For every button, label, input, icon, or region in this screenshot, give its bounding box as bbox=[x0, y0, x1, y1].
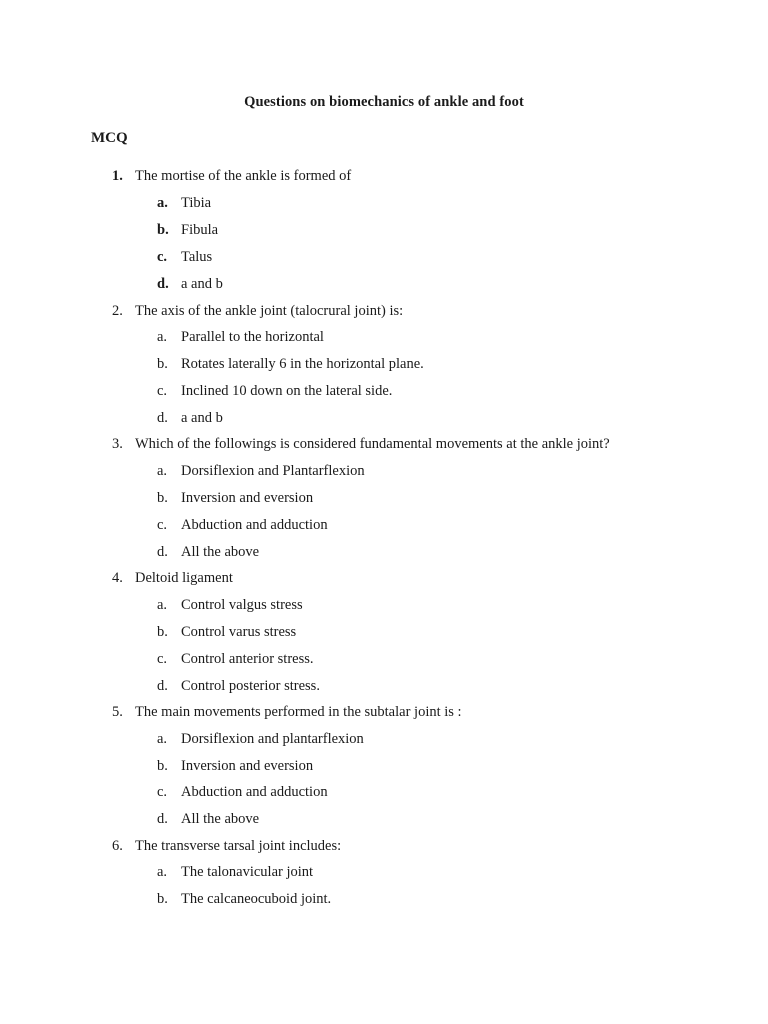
option-text: Inversion and eversion bbox=[181, 490, 314, 506]
option-4b bbox=[157, 624, 296, 641]
option-5c bbox=[157, 784, 328, 801]
option-2d bbox=[157, 410, 223, 427]
option-5b bbox=[157, 758, 313, 775]
option-text: Control anterior stress. bbox=[181, 651, 314, 667]
option-text: Abduction and adduction bbox=[181, 784, 328, 800]
option-letter: c. bbox=[157, 651, 168, 667]
option-letter: a. bbox=[157, 329, 168, 345]
option-letter: b. bbox=[157, 758, 168, 774]
option-3b bbox=[157, 490, 313, 507]
option-letter: a. bbox=[157, 463, 168, 479]
option-text: Dorsiflexion and plantarflexion bbox=[181, 731, 364, 747]
option-3c bbox=[157, 517, 328, 534]
option-text: Inversion and eversion bbox=[181, 758, 314, 774]
question-text: The axis of the ankle joint (talocrural joint) is: bbox=[135, 303, 404, 319]
option-text: a and b bbox=[181, 276, 223, 292]
question-text: The mortise of the ankle is formed of bbox=[135, 168, 352, 184]
option-letter: c. bbox=[157, 383, 168, 399]
question-text: Deltoid ligament bbox=[135, 570, 233, 586]
question-3 bbox=[112, 436, 610, 453]
option-letter: c. bbox=[157, 249, 168, 265]
question-number: 3. bbox=[112, 436, 123, 452]
option-text: Control valgus stress bbox=[181, 597, 303, 613]
option-letter: d. bbox=[157, 276, 169, 292]
option-letter: b. bbox=[157, 624, 168, 640]
option-letter: c. bbox=[157, 784, 168, 800]
option-1d bbox=[157, 276, 223, 293]
option-2a bbox=[157, 329, 324, 346]
section-heading-mcq: MCQ bbox=[91, 130, 128, 146]
question-text: The transverse tarsal joint includes: bbox=[135, 838, 342, 854]
option-letter: a. bbox=[157, 864, 168, 880]
question-5 bbox=[112, 704, 462, 721]
option-4c bbox=[157, 651, 314, 668]
option-1c bbox=[157, 249, 212, 266]
option-letter: b. bbox=[157, 490, 168, 506]
option-letter: b. bbox=[157, 356, 168, 372]
question-4 bbox=[112, 570, 233, 587]
option-letter: c. bbox=[157, 517, 168, 533]
option-text: Control posterior stress. bbox=[181, 678, 320, 694]
option-text: Control varus stress bbox=[181, 624, 297, 640]
option-text: Talus bbox=[181, 249, 213, 265]
question-6 bbox=[112, 838, 341, 855]
option-5a bbox=[157, 731, 364, 748]
option-6b bbox=[157, 891, 331, 908]
question-1 bbox=[112, 168, 351, 185]
option-4d bbox=[157, 678, 320, 695]
option-6a bbox=[157, 864, 313, 881]
option-letter: b. bbox=[157, 222, 169, 238]
option-text: Dorsiflexion and Plantarflexion bbox=[181, 463, 365, 479]
option-1b bbox=[157, 222, 218, 239]
option-letter: d. bbox=[157, 544, 168, 560]
option-5d bbox=[157, 811, 259, 828]
option-letter: a. bbox=[157, 195, 168, 211]
option-text: Abduction and adduction bbox=[181, 517, 328, 533]
option-2c bbox=[157, 383, 392, 400]
option-letter: b. bbox=[157, 891, 168, 907]
question-text: The main movements performed in the subtalar joint is : bbox=[135, 704, 462, 720]
option-text: The calcaneocuboid joint. bbox=[181, 891, 332, 907]
option-text: The talonavicular joint bbox=[181, 864, 314, 880]
option-text: Parallel to the horizontal bbox=[181, 329, 324, 345]
option-text: All the above bbox=[181, 544, 260, 560]
question-number: 4. bbox=[112, 570, 123, 586]
option-3d bbox=[157, 544, 259, 561]
question-text: Which of the followings is considered fundamental movements at the ankle joint? bbox=[135, 436, 610, 452]
option-text: Inclined 10 down on the lateral side. bbox=[181, 383, 393, 399]
question-number: 2. bbox=[112, 303, 123, 319]
option-letter: d. bbox=[157, 811, 168, 827]
option-text: Rotates laterally 6 in the horizontal plane. bbox=[181, 356, 424, 372]
question-number: 5. bbox=[112, 704, 123, 720]
option-letter: d. bbox=[157, 410, 168, 426]
option-1a bbox=[157, 195, 211, 212]
option-text: a and b bbox=[181, 410, 223, 426]
option-3a bbox=[157, 463, 365, 480]
question-number: 1. bbox=[112, 168, 123, 184]
option-text: Fibula bbox=[181, 222, 219, 238]
option-text: Tibia bbox=[181, 195, 212, 211]
option-letter: d. bbox=[157, 678, 168, 694]
option-letter: a. bbox=[157, 731, 168, 747]
option-4a bbox=[157, 597, 303, 614]
option-letter: a. bbox=[157, 597, 168, 613]
question-2 bbox=[112, 303, 403, 320]
option-2b bbox=[157, 356, 424, 373]
document-title: Questions on biomechanics of ankle and foot bbox=[244, 94, 524, 110]
question-number: 6. bbox=[112, 838, 123, 854]
option-text: All the above bbox=[181, 811, 260, 827]
